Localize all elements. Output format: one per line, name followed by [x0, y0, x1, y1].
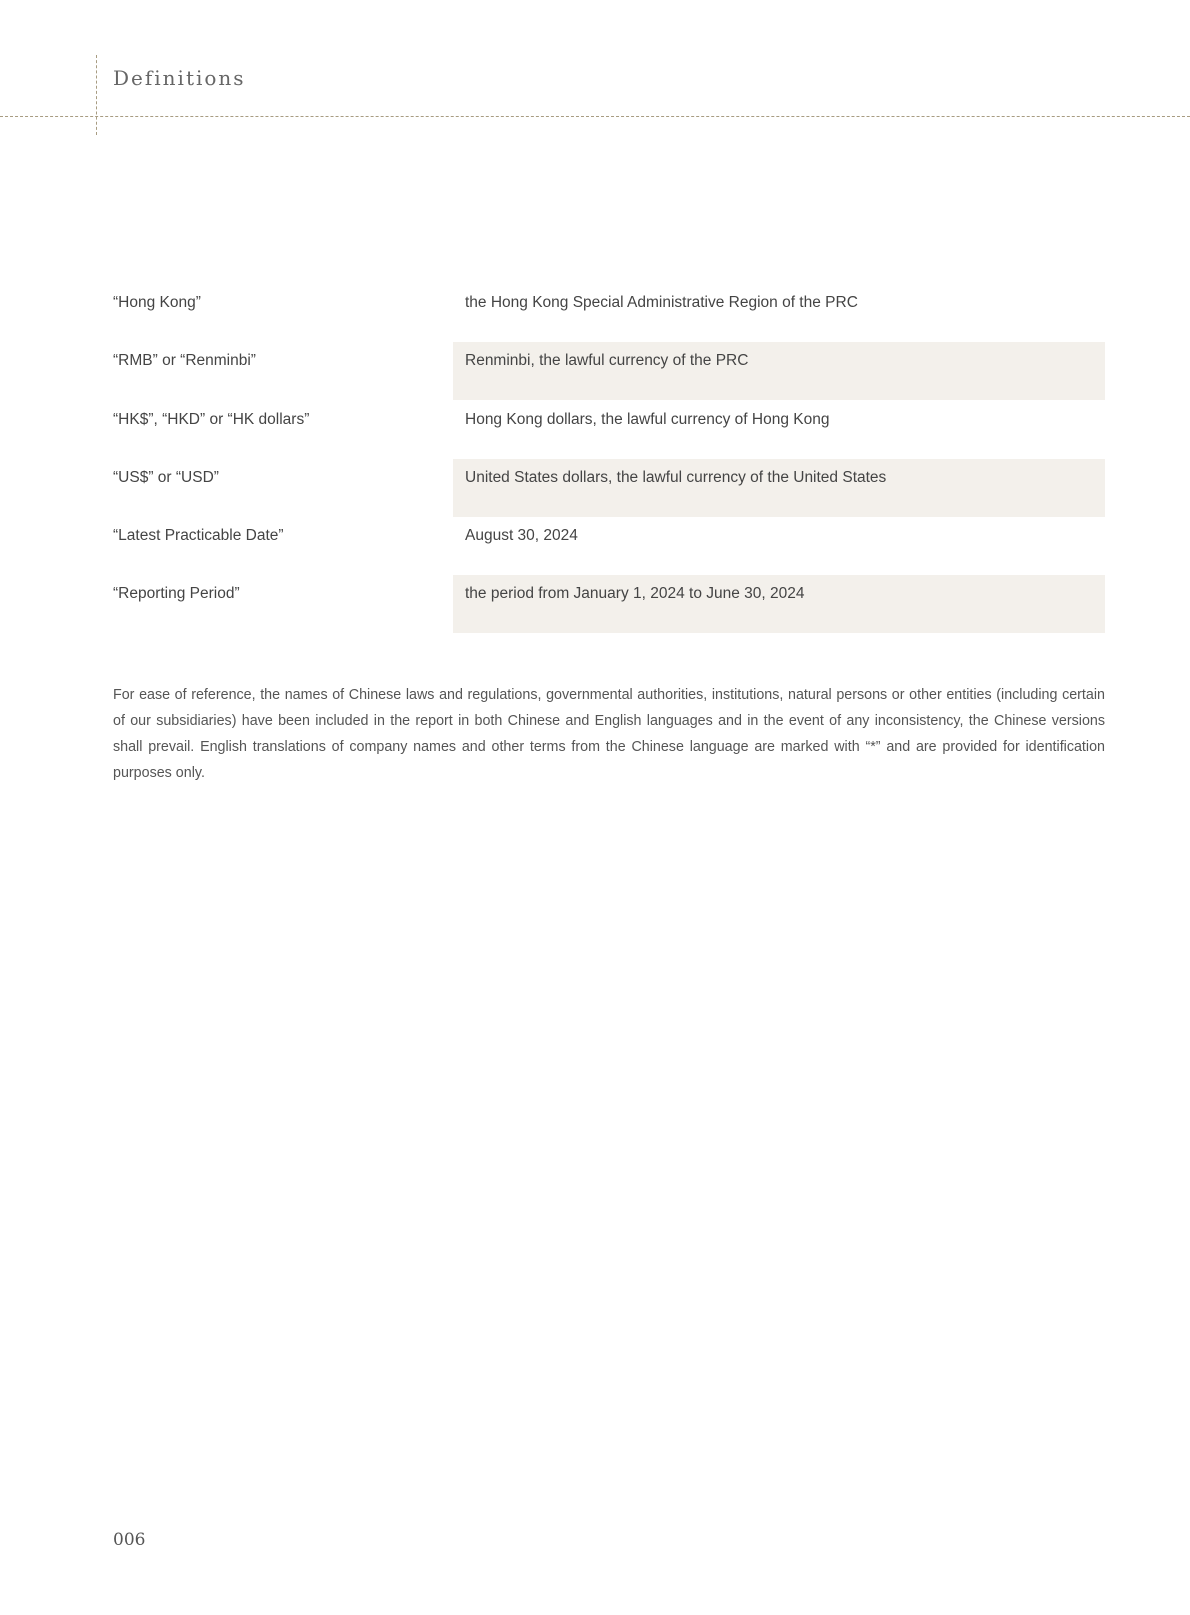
page-title: Definitions	[113, 66, 246, 90]
page-number: 006	[113, 1530, 146, 1550]
definition-term: “RMB” or “Renminbi”	[113, 352, 256, 370]
definition-row	[0, 342, 1190, 400]
definition-value: August 30, 2024	[465, 527, 578, 545]
definition-value: Renminbi, the lawful currency of the PRC	[453, 342, 1105, 400]
definition-value: United States dollars, the lawful currency of the United States	[453, 459, 1105, 517]
definition-value: the period from January 1, 2024 to June 30, 2024	[453, 575, 1105, 633]
definition-value: Hong Kong dollars, the lawful currency of Hong Kong	[465, 410, 830, 428]
definition-row	[0, 459, 1190, 517]
definitions-table	[0, 284, 1190, 634]
definition-term: “Latest Practicable Date”	[113, 527, 284, 545]
definition-term: “Reporting Period”	[113, 585, 240, 603]
definition-term: “HK$”, “HKD” or “HK dollars”	[113, 410, 310, 428]
definition-term: “Hong Kong”	[113, 294, 201, 311]
header-horizontal-divider	[0, 116, 1190, 117]
definition-row	[0, 575, 1190, 633]
reference-note: For ease of reference, the names of Chinese laws and regulations, governmental authorities, institutions, natural persons or other entities (including certain of our subsidiaries) have been included in the report in both Chinese and English languages and in the event of any inconsistency, the Chinese versions shall prevail. English translations of company names and other terms from the Chinese language are marked with “*” and are provided for identification purposes only.	[113, 687, 1105, 782]
definition-row	[0, 284, 1190, 342]
definition-value: the Hong Kong Special Administrative Region of the PRC	[465, 294, 858, 311]
definition-term: “US$” or “USD”	[113, 468, 219, 486]
definition-row	[0, 401, 1190, 459]
definition-row	[0, 517, 1190, 575]
header-vertical-divider	[96, 55, 97, 135]
